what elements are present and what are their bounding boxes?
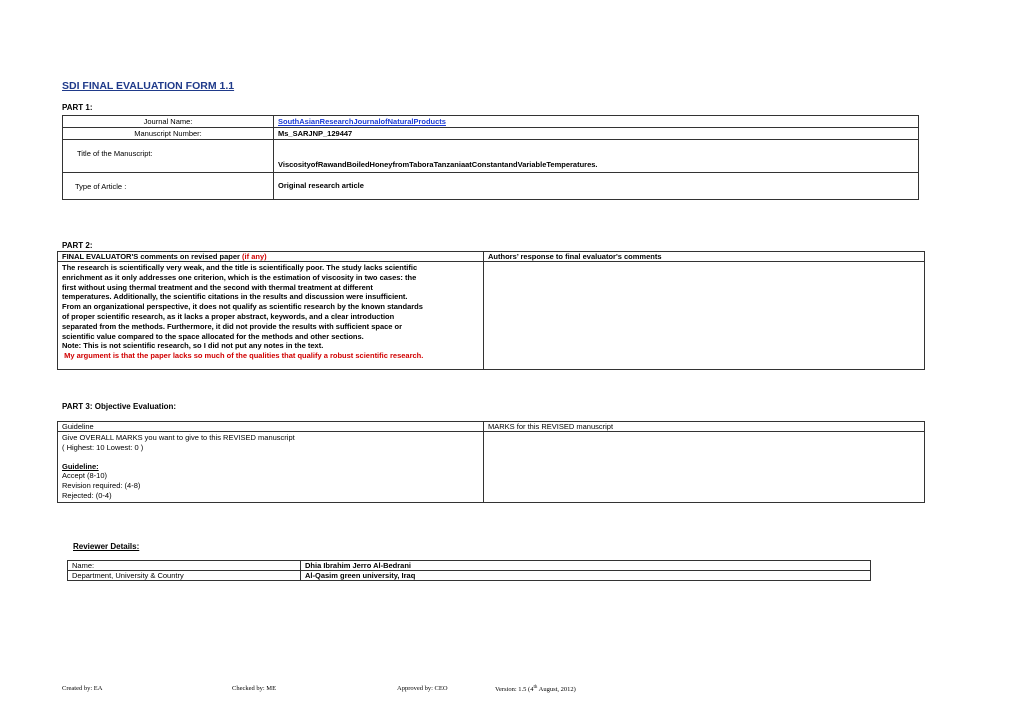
reviewer-table (67, 560, 871, 581)
part1-label: PART 1: (62, 103, 93, 112)
part1-table (62, 115, 919, 200)
give-marks-text: Give OVERALL MARKS you want to give to this REVISED manuscript (62, 433, 295, 442)
journal-name-label: Journal Name: (63, 116, 274, 128)
manuscript-title-label: Title of the Manuscript: (63, 140, 274, 173)
authors-response-cell[interactable] (484, 262, 925, 370)
rejected-range: Rejected: (0-4) (62, 490, 112, 500)
revision-range: Revision required: (4-8) (62, 481, 141, 491)
reviewer-name-value: Dhia Ibrahim Jerro Al-Bedrani (301, 561, 871, 571)
evaluator-comments-header: FINAL EVALUATOR'S comments on revised paper (if any) (58, 252, 484, 262)
journal-name-link[interactable]: SouthAsianResearchJournalofNaturalProducts (278, 117, 446, 126)
reviewer-details-label: Reviewer Details: (73, 542, 140, 551)
footer-version: Version: 1.5 (4th August, 2012) (495, 685, 576, 694)
guideline-cell (58, 432, 484, 503)
accept-range: Accept (8-10) (62, 471, 108, 481)
guideline-header: Guideline (58, 422, 484, 432)
footer-checked: Checked by: ME (232, 685, 277, 692)
manuscript-title-value: ViscosityofRawandBoiledHoneyfromTaboraTanzaniaatConstantandVariableTemperatures. (274, 140, 919, 173)
part2-label: PART 2: (62, 241, 93, 250)
part3-label: PART 3: Objective Evaluation: (62, 402, 177, 411)
reviewer-dept-label: Department, University & Country (68, 571, 301, 581)
marks-header: MARKS for this REVISED manuscript (484, 422, 925, 432)
evaluator-comments: The research is scientifically very weak, and the title is scientifically poor. The study lacks scientific enrichment as it only addresses one criterion, which is the estimation of viscosity in two cases: the first without using thermal treatment and the second with thermal treatment at different temperatures. Additionally, the scientific citations in the results and discussion were insufficient. From an organizational perspective, it does not qualify as scientific research by the known standards of proper scientific research, as it lacks a proper abstract, keywords, and a clear introduction separated from the methods. Furthermore, it did not provide the results with sufficient space or scientific value compared to the space allocated for the methods and other sections. Note: This is not scientific research, so I did not put any notes in the text. My argument is that the paper lacks so much of the qualities that qualify a robust scientific research. (58, 262, 484, 370)
article-type-label: Type of Article : (63, 173, 274, 200)
authors-response-header: Authors’ response to final evaluator's comments (484, 252, 925, 262)
footer-created: Created by: EA (62, 685, 103, 692)
marks-range: ( Highest: 10 Lowest: 0 ) (62, 442, 144, 452)
part3-table (57, 421, 925, 503)
part2-table (57, 251, 925, 370)
article-type-value: Original research article (274, 173, 919, 200)
marks-cell[interactable] (484, 432, 925, 503)
reviewer-dept-value: Al-Qasim green university, Iraq (301, 571, 871, 581)
manuscript-number-value: Ms_SARJNP_129447 (274, 128, 919, 140)
form-title: SDI FINAL EVALUATION FORM 1.1 (62, 80, 235, 92)
footer-approved: Approved by: CEO (397, 685, 448, 692)
manuscript-number-label: Manuscript Number: (63, 128, 274, 140)
guideline-title: Guideline: (62, 461, 99, 471)
reviewer-name-label: Name: (68, 561, 301, 571)
